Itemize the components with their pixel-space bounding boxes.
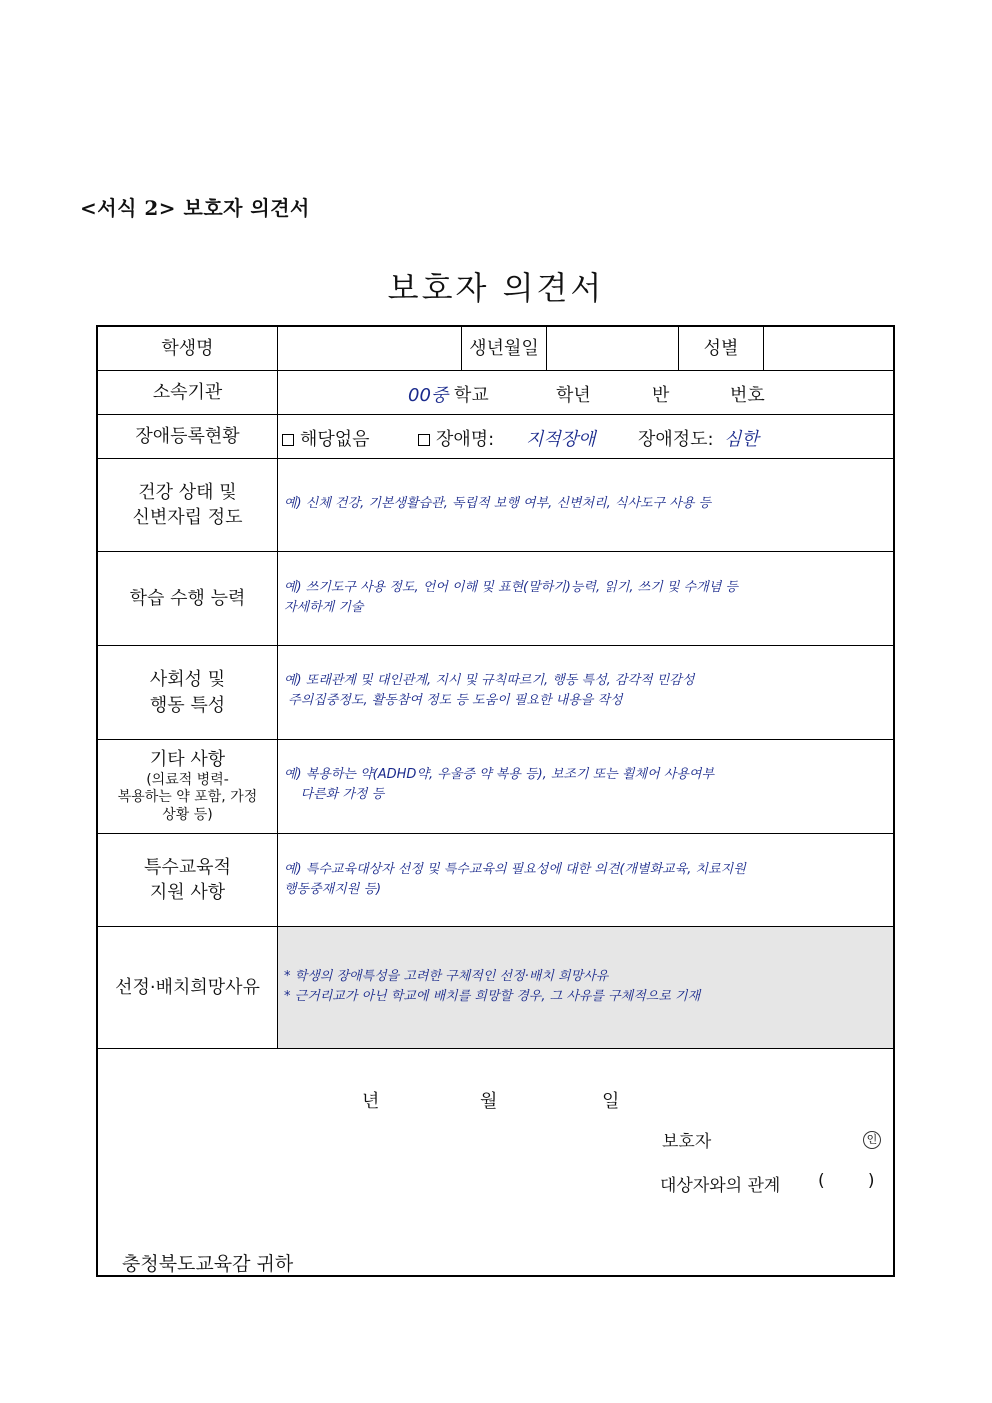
guardian-label: 보호자	[662, 1132, 712, 1152]
social-behavior-label-line1: 사회성 및	[149, 669, 226, 691]
placement-reason-label: 선정·배치희망사유	[115, 976, 260, 998]
disability-name-value[interactable]: 지적장애	[526, 429, 596, 450]
option-disability-label: 장애명:	[436, 429, 495, 450]
placement-reason-note-1[interactable]: * 학생의 장애특성을 고려한 구체적인 선정·배치 희망사유	[284, 969, 609, 984]
health-status-note[interactable]: 예) 신체 건강, 기본생활습관, 독립적 보행 여부, 신변처리, 식사도구 사용 등	[284, 496, 712, 511]
other-matters-label-line2: (의료적 병력-	[146, 771, 229, 788]
health-status-label-line2: 신변자립 정도	[132, 507, 243, 528]
form-label: <서식 2> 보호자 의견서	[80, 196, 310, 220]
disability-registration-label: 장애등록현황	[135, 425, 240, 447]
seal-icon: 인	[863, 1131, 881, 1149]
option-none-label: 해당없음	[300, 429, 370, 450]
school-suffix: 학교	[454, 385, 489, 406]
relation-field[interactable]: ( )	[818, 1171, 875, 1191]
health-status-label	[98, 459, 277, 551]
checkbox-none[interactable]	[282, 434, 294, 446]
checkbox-disability[interactable]	[418, 434, 430, 446]
severity-value[interactable]: 심한	[724, 429, 759, 450]
affiliation-label: 소속기관	[152, 381, 223, 403]
learning-ability-label-line1: 학습 수행 능력	[129, 587, 246, 609]
class-label: 반	[652, 385, 670, 406]
opinion-form-table	[96, 325, 895, 1277]
other-matters-note[interactable]: 예) 복용하는 약(ADHD약, 우울증 약 복용 등), 보조기 또는 휠체어 사용여부 다른화 가정 등	[284, 767, 715, 803]
special-education-support-label-line2: 지원 사항	[149, 882, 226, 903]
option-none[interactable]	[282, 425, 370, 451]
gender-field[interactable]	[764, 327, 895, 370]
social-behavior-label-line2: 행동 특성	[149, 694, 226, 716]
other-matters-label-line3: 복용하는 약 포함, 가정	[117, 789, 258, 805]
birthdate-field[interactable]	[547, 327, 678, 370]
option-disability-name[interactable]	[418, 425, 494, 451]
placement-reason-note-2[interactable]: * 근거리교가 아닌 학교에 배치를 희망할 경우, 그 사유를 구체적으로 기재	[284, 989, 701, 1004]
special-education-support-label	[98, 834, 277, 926]
date-day-label: 일	[602, 1091, 620, 1112]
student-name-field[interactable]	[278, 327, 461, 370]
learning-ability-label	[98, 552, 277, 645]
special-education-support-note[interactable]: 예) 특수교육대상자 선정 및 특수교육의 필요성에 대한 의견(개별화교육, 치료지원 행동중재지원 등)	[284, 862, 746, 898]
document-title: 보호자 의견서	[387, 269, 605, 307]
grade-label: 학년	[556, 385, 591, 406]
addressee: 충청북도교육감 귀하	[122, 1253, 294, 1275]
social-behavior-note[interactable]: 예) 또래관계 및 대인관계, 지시 및 규칙따르기, 행동 특성, 감각적 민감성 주의집중정도, 활동참여 정도 등 도움이 필요한 내용을 작성	[284, 673, 695, 709]
learning-ability-note[interactable]: 예) 쓰기도구 사용 정도, 언어 이해 및 표현(말하기)능력, 읽기, 쓰기 및 수개념 등 자세하게 기술	[284, 580, 738, 616]
seal-mark[interactable]	[863, 1128, 881, 1149]
social-behavior-label	[98, 646, 277, 739]
other-matters-label	[98, 740, 277, 833]
relation-label: 대상자와의 관계	[660, 1176, 781, 1196]
other-matters-label-line4: 상황 등)	[162, 806, 213, 823]
student-name-label: 학생명	[161, 337, 214, 359]
other-matters-label-line1: 기타 사항	[149, 749, 226, 770]
health-status-label-line1: 건강 상태 및	[138, 481, 237, 503]
school-field[interactable]	[408, 381, 489, 407]
special-education-support-label-line1: 특수교육적	[144, 856, 231, 878]
school-value: 00중	[408, 385, 449, 406]
number-label: 번호	[730, 385, 765, 406]
date-year-label: 년	[362, 1091, 380, 1112]
severity-label: 장애정도:	[638, 429, 714, 450]
birthdate-label: 생년월일	[469, 337, 539, 359]
gender-label: 성별	[703, 337, 739, 359]
date-month-label: 월	[480, 1091, 498, 1112]
